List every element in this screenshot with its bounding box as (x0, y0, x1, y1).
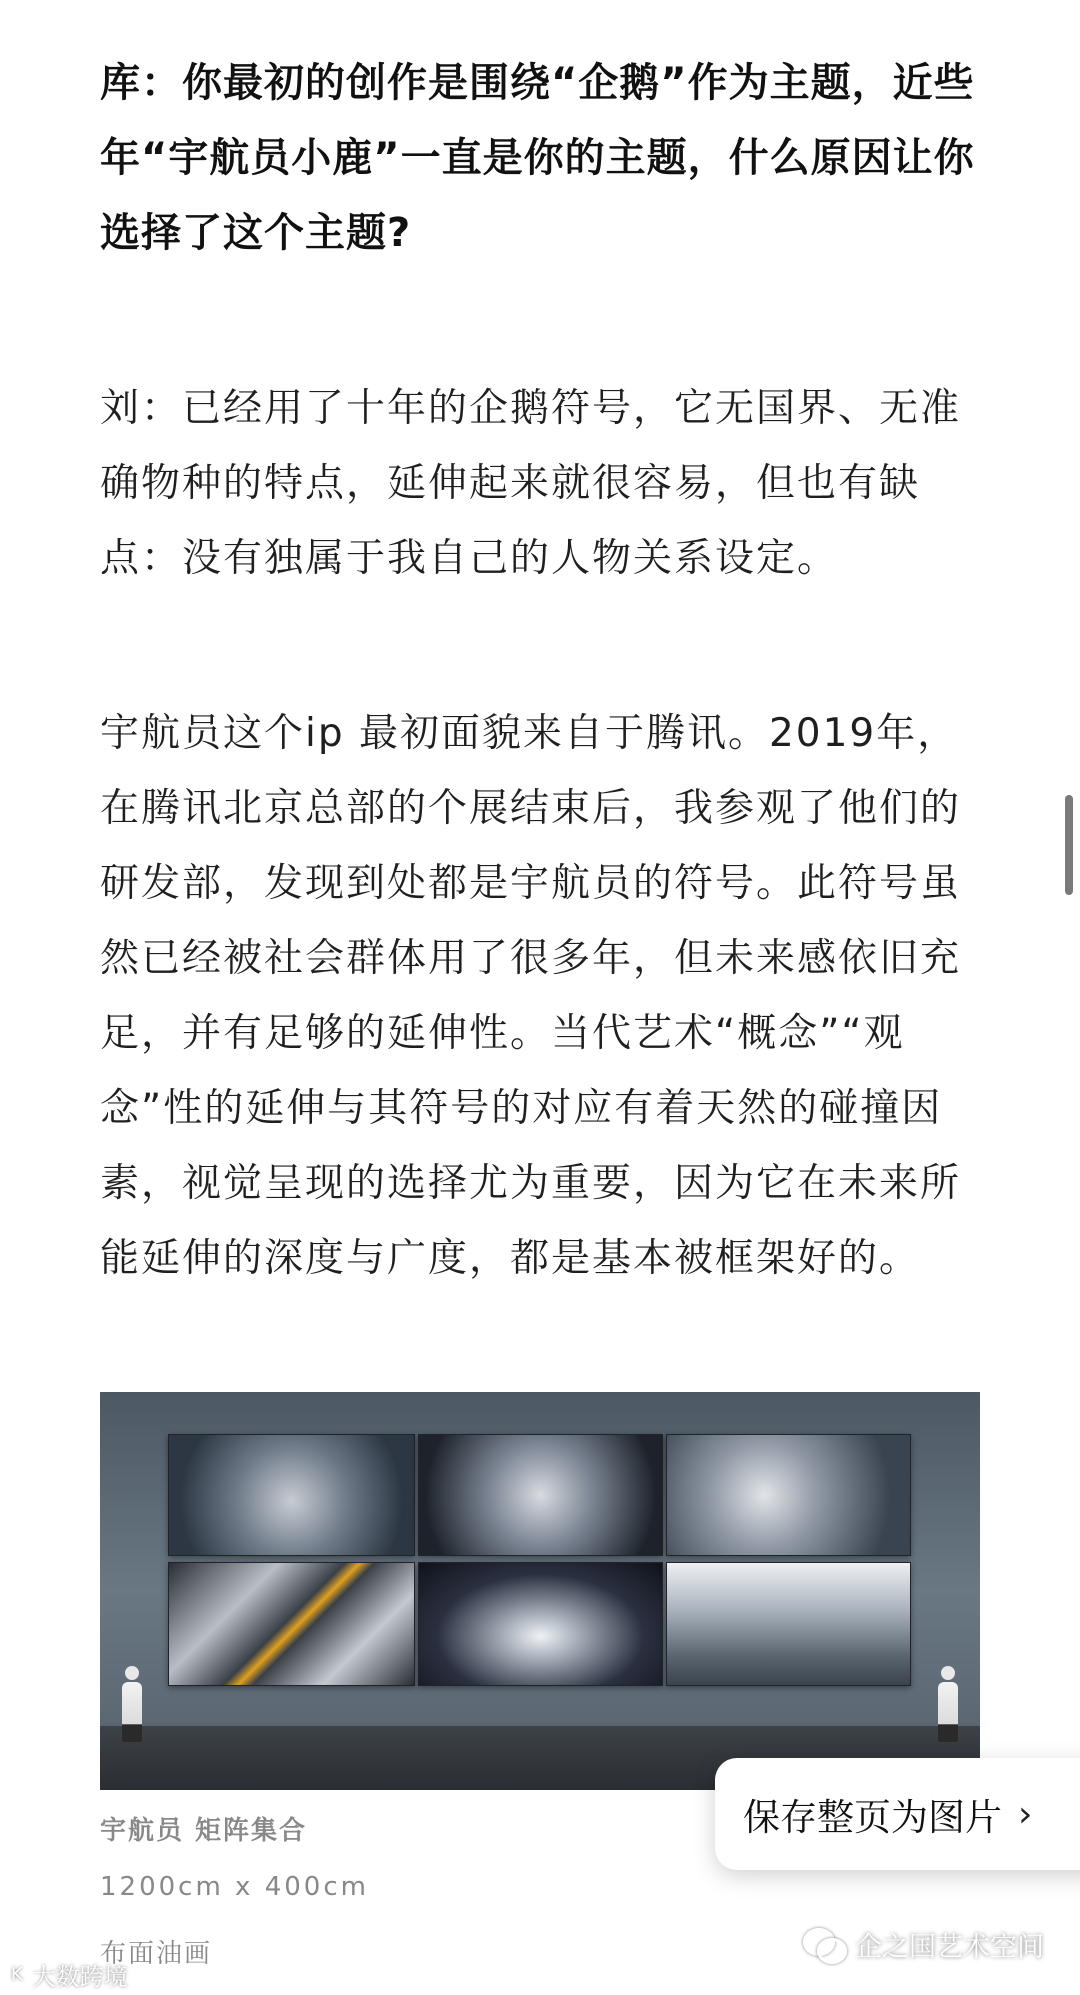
watermark-left-text: 大数跨境 (31, 1963, 128, 1991)
save-page-as-image-button[interactable] (715, 1758, 1080, 1870)
artwork-image[interactable] (100, 1392, 980, 1790)
visitor-figure-left (122, 1666, 142, 1746)
painting-panel-6 (666, 1562, 911, 1686)
interview-question: 库：你最初的创作是围绕“企鹅”作为主题，近些年“宇航员小鹿”一直是你的主题，什么原因让你选择了这个主题? (100, 60, 975, 256)
interview-answer-1: 刘：已经用了十年的企鹅符号，它无国界、无准确物种的特点，延伸起来就很容易，但也有缺点：没有独属于我自己的人物关系设定。 (100, 386, 962, 581)
watermark-left (6, 1957, 128, 1992)
wechat-icon (803, 1928, 845, 1962)
painting-panel-1 (168, 1434, 415, 1556)
watermark-right-text: 企之国艺术空间 (855, 1932, 1044, 1963)
painting-panel-5 (418, 1562, 663, 1686)
interview-answer-2: 宇航员这个ip 最初面貌来自于腾讯。2019年，在腾讯北京总部的个展结束后，我参观了他们的研发部，发现到处都是宇航员的符号。此符号虽然已经被社会群体用了很多年，但未来感依旧充足，并有足够的延伸性。当代艺术“概念”“观念”性的延伸与其符号的对应有着天然的碰撞因素，视觉呈现的选择尤为重要，因为它在未来所能延伸的深度与广度，都是基本被框架好的。 (100, 711, 962, 1281)
scrollbar-thumb[interactable] (1065, 795, 1073, 895)
article-body (100, 46, 980, 1296)
painting-panel-3 (666, 1434, 911, 1556)
painting-panel-4 (168, 1562, 415, 1686)
watermark-right (803, 1925, 1044, 1964)
save-page-label: 保存整页为图片 (743, 1796, 1002, 1839)
chevron-right-icon: › (1018, 1793, 1033, 1835)
painting-panel-2 (418, 1434, 663, 1556)
artwork-caption-title: 宇航员 矩阵集合 (100, 1816, 308, 1846)
brand-logo-icon: K (6, 1963, 28, 1987)
visitor-figure-right (938, 1666, 958, 1746)
artwork-caption-size: 1200cm x 400cm (100, 1872, 369, 1902)
artwork-caption-medium: 布面油画 (100, 1939, 213, 1969)
